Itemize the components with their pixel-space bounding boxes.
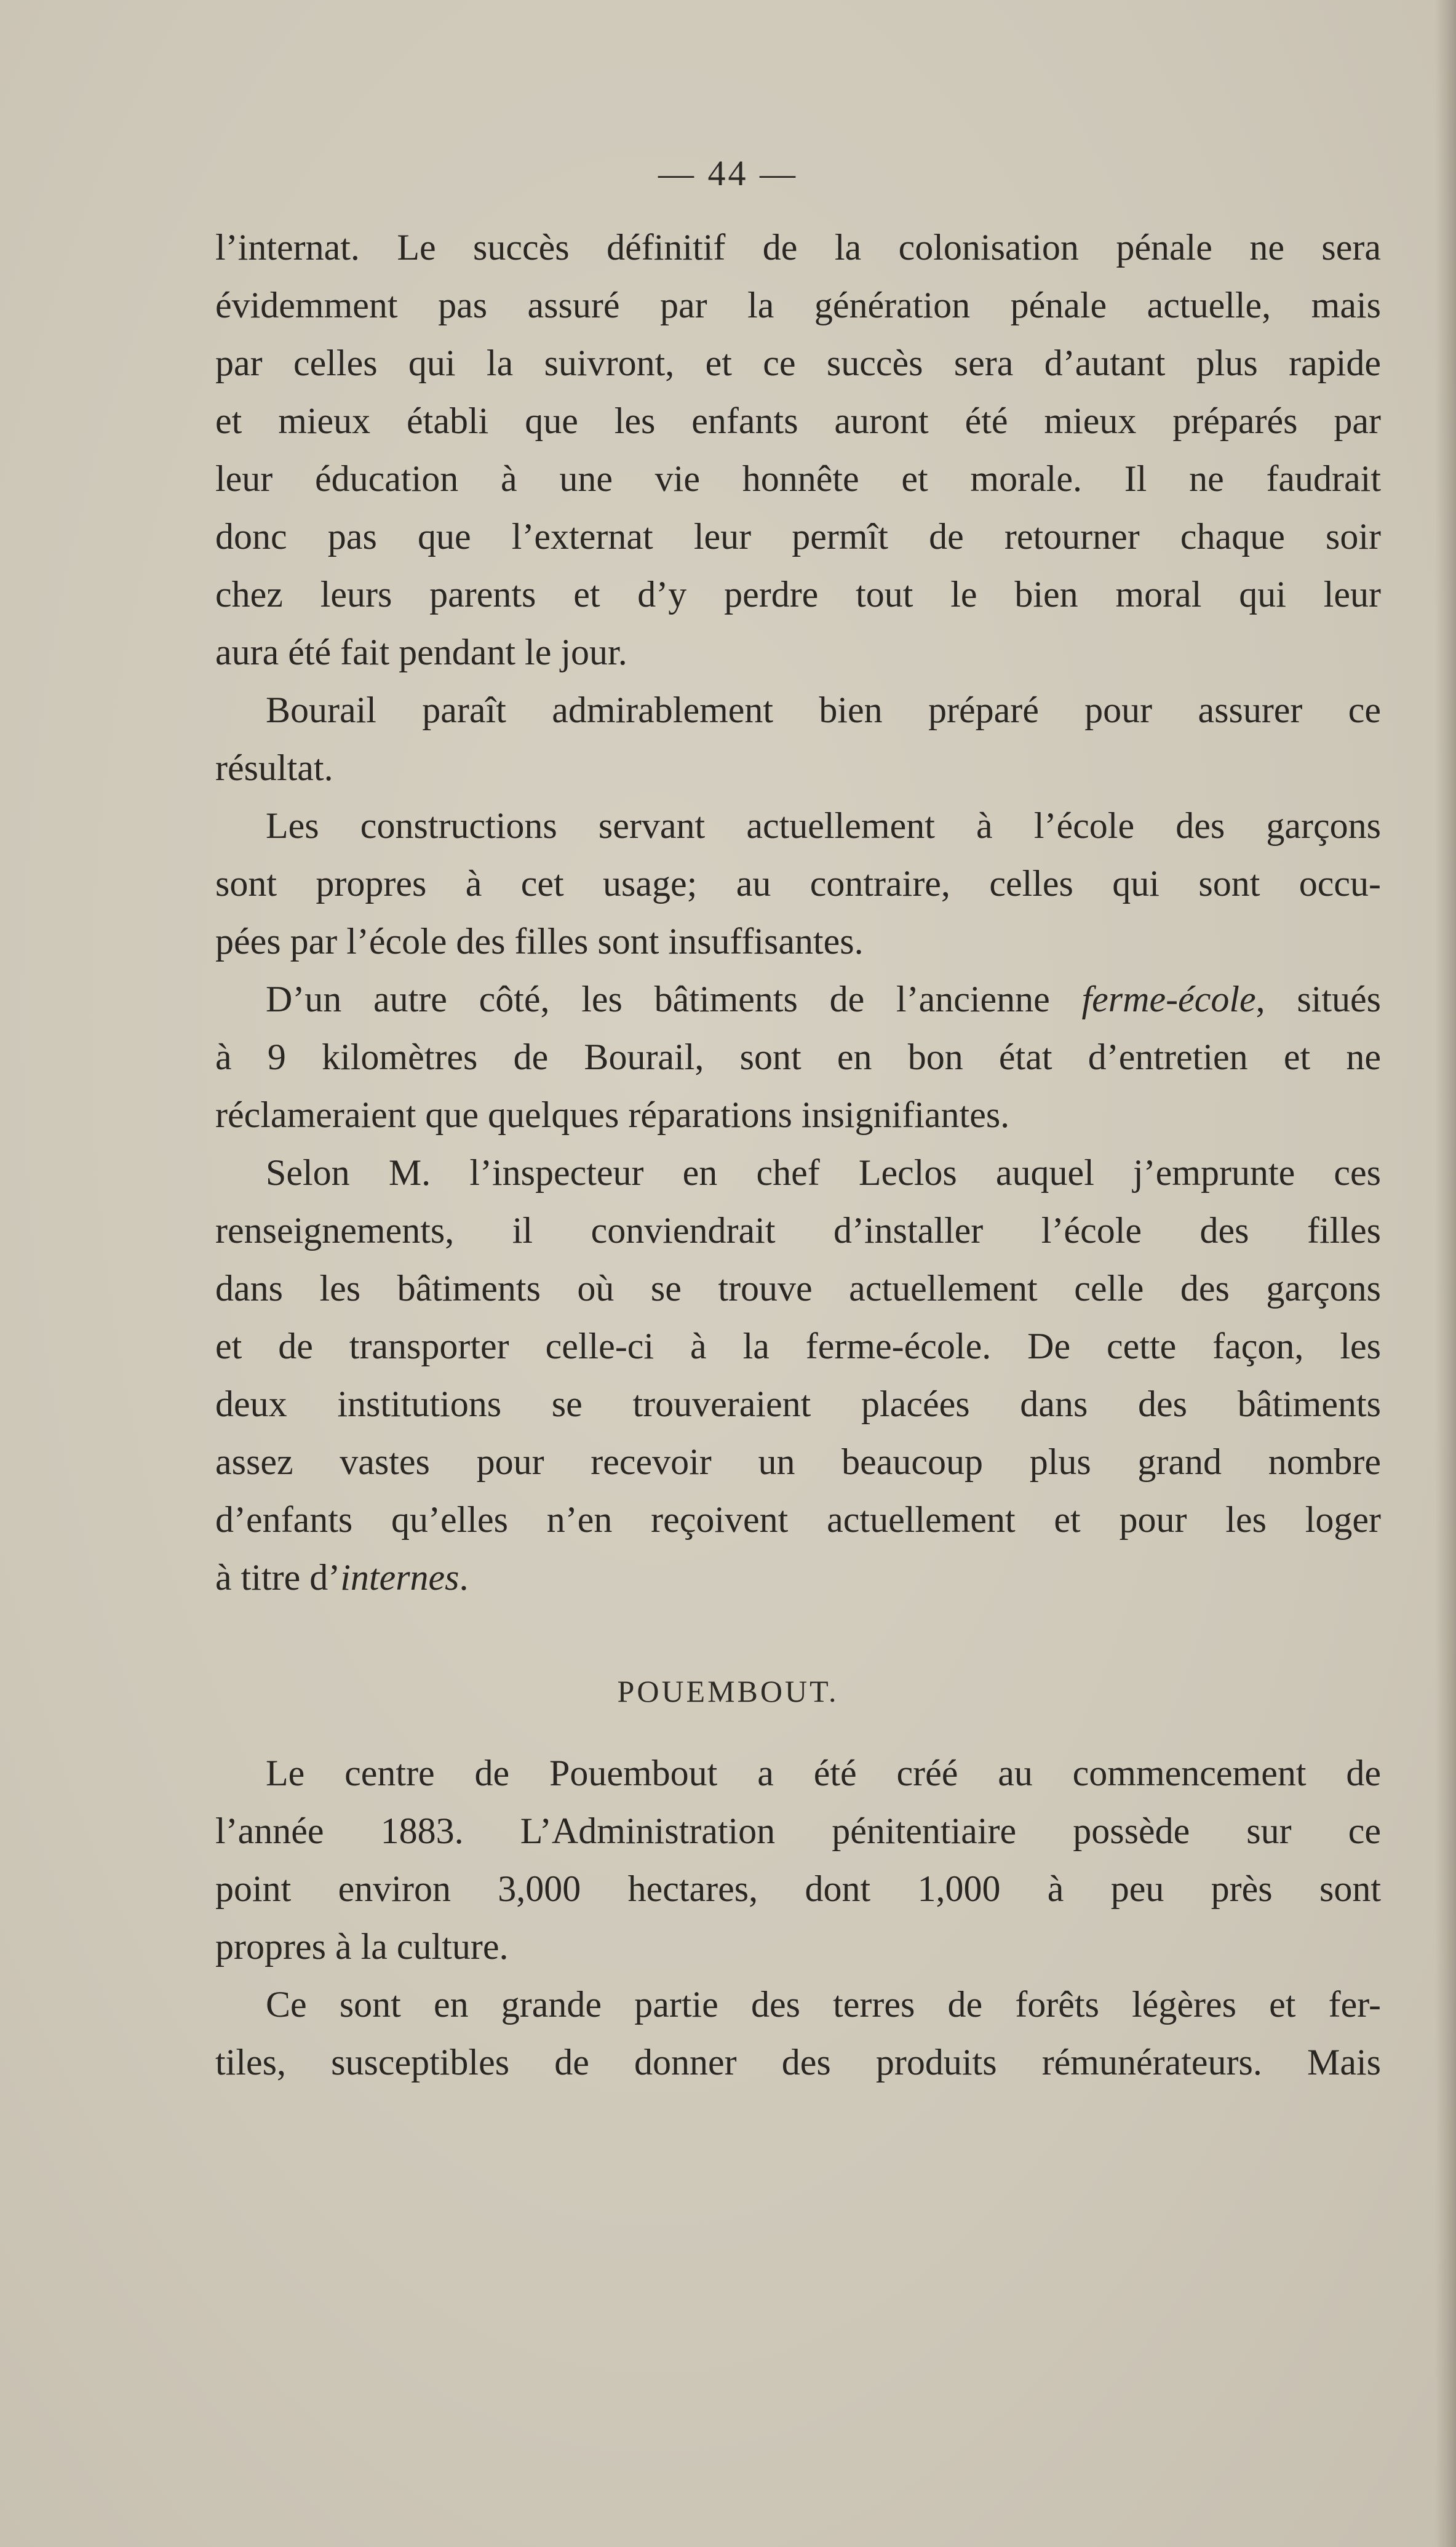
text-line: l’internat. Le succès définitif de la colonisation pénale ne sera bbox=[215, 227, 1381, 268]
text-line: résultat. bbox=[215, 747, 333, 788]
text-line: sont propres à cet usage; au contraire, celles qui sont occu- bbox=[215, 863, 1381, 904]
section-heading: POUEMBOUT. bbox=[617, 1674, 839, 1708]
text-line: à 9 kilomètres de Bourail, sont en bon état d’entretien et ne bbox=[215, 1037, 1381, 1077]
text-line: aura été fait pendant le jour. bbox=[215, 632, 627, 672]
text-line: Le centre de Pouembout a été créé au commencement de bbox=[266, 1753, 1381, 1793]
text-line: à titre d’internes. bbox=[215, 1557, 469, 1598]
page-edge-shadow bbox=[1435, 0, 1456, 2547]
text-line: tiles, susceptibles de donner des produits rémunérateurs. Mais bbox=[215, 2042, 1381, 2083]
text-line: réclameraient que quelques réparations insignifiantes. bbox=[215, 1094, 1010, 1135]
text-line: évidemment pas assuré par la génération pénale actuelle, mais bbox=[215, 285, 1381, 325]
text-line: pées par l’école des filles sont insuffisantes. bbox=[215, 921, 864, 962]
text-line: leur éducation à une vie honnête et morale. Il ne faudrait bbox=[215, 458, 1381, 499]
text-line: et mieux établi que les enfants auront été mieux préparés par bbox=[215, 401, 1381, 441]
text-line: et de transporter celle-ci à la ferme-école. De cette façon, les bbox=[215, 1326, 1381, 1366]
body-text-lower bbox=[215, 1744, 1381, 2091]
text-line: Ce sont en grande partie des terres de forêts légères et fer- bbox=[266, 1984, 1381, 2025]
text-line: assez vastes pour recevoir un beaucoup plus grand nombre bbox=[215, 1441, 1381, 1482]
text-line: chez leurs parents et d’y perdre tout le bien moral qui leur bbox=[215, 574, 1381, 615]
text-line: donc pas que l’externat leur permît de retourner chaque soir bbox=[215, 516, 1381, 557]
text-line: Les constructions servant actuellement à l’école des garçons bbox=[266, 805, 1381, 846]
text-line: dans les bâtiments où se trouve actuellement celle des garçons bbox=[215, 1268, 1381, 1309]
page-number: — 44 — bbox=[658, 153, 798, 193]
text-line: point environ 3,000 hectares, dont 1,000 à peu près sont bbox=[215, 1868, 1381, 1909]
text-line: d’enfants qu’elles n’en reçoivent actuellement et pour les loger bbox=[215, 1499, 1381, 1540]
text-line: l’année 1883. L’Administration pénitentiaire possède sur ce bbox=[215, 1811, 1381, 1851]
text-line: Selon M. l’inspecteur en chef Leclos auquel j’emprunte ces bbox=[266, 1152, 1381, 1193]
body-text-upper bbox=[215, 218, 1381, 1606]
text-line: deux institutions se trouveraient placées dans des bâtiments bbox=[215, 1384, 1381, 1424]
text-line: renseignements, il conviendrait d’installer l’école des filles bbox=[215, 1210, 1381, 1251]
text-line: par celles qui la suivront, et ce succès sera d’autant plus rapide bbox=[215, 343, 1381, 383]
text-line: propres à la culture. bbox=[215, 1926, 509, 1967]
text-line: Bourail paraît admirablement bien préparé pour assurer ce bbox=[266, 690, 1381, 730]
text-line: D’un autre côté, les bâtiments de l’ancienne ferme-école, situés bbox=[266, 979, 1381, 1019]
